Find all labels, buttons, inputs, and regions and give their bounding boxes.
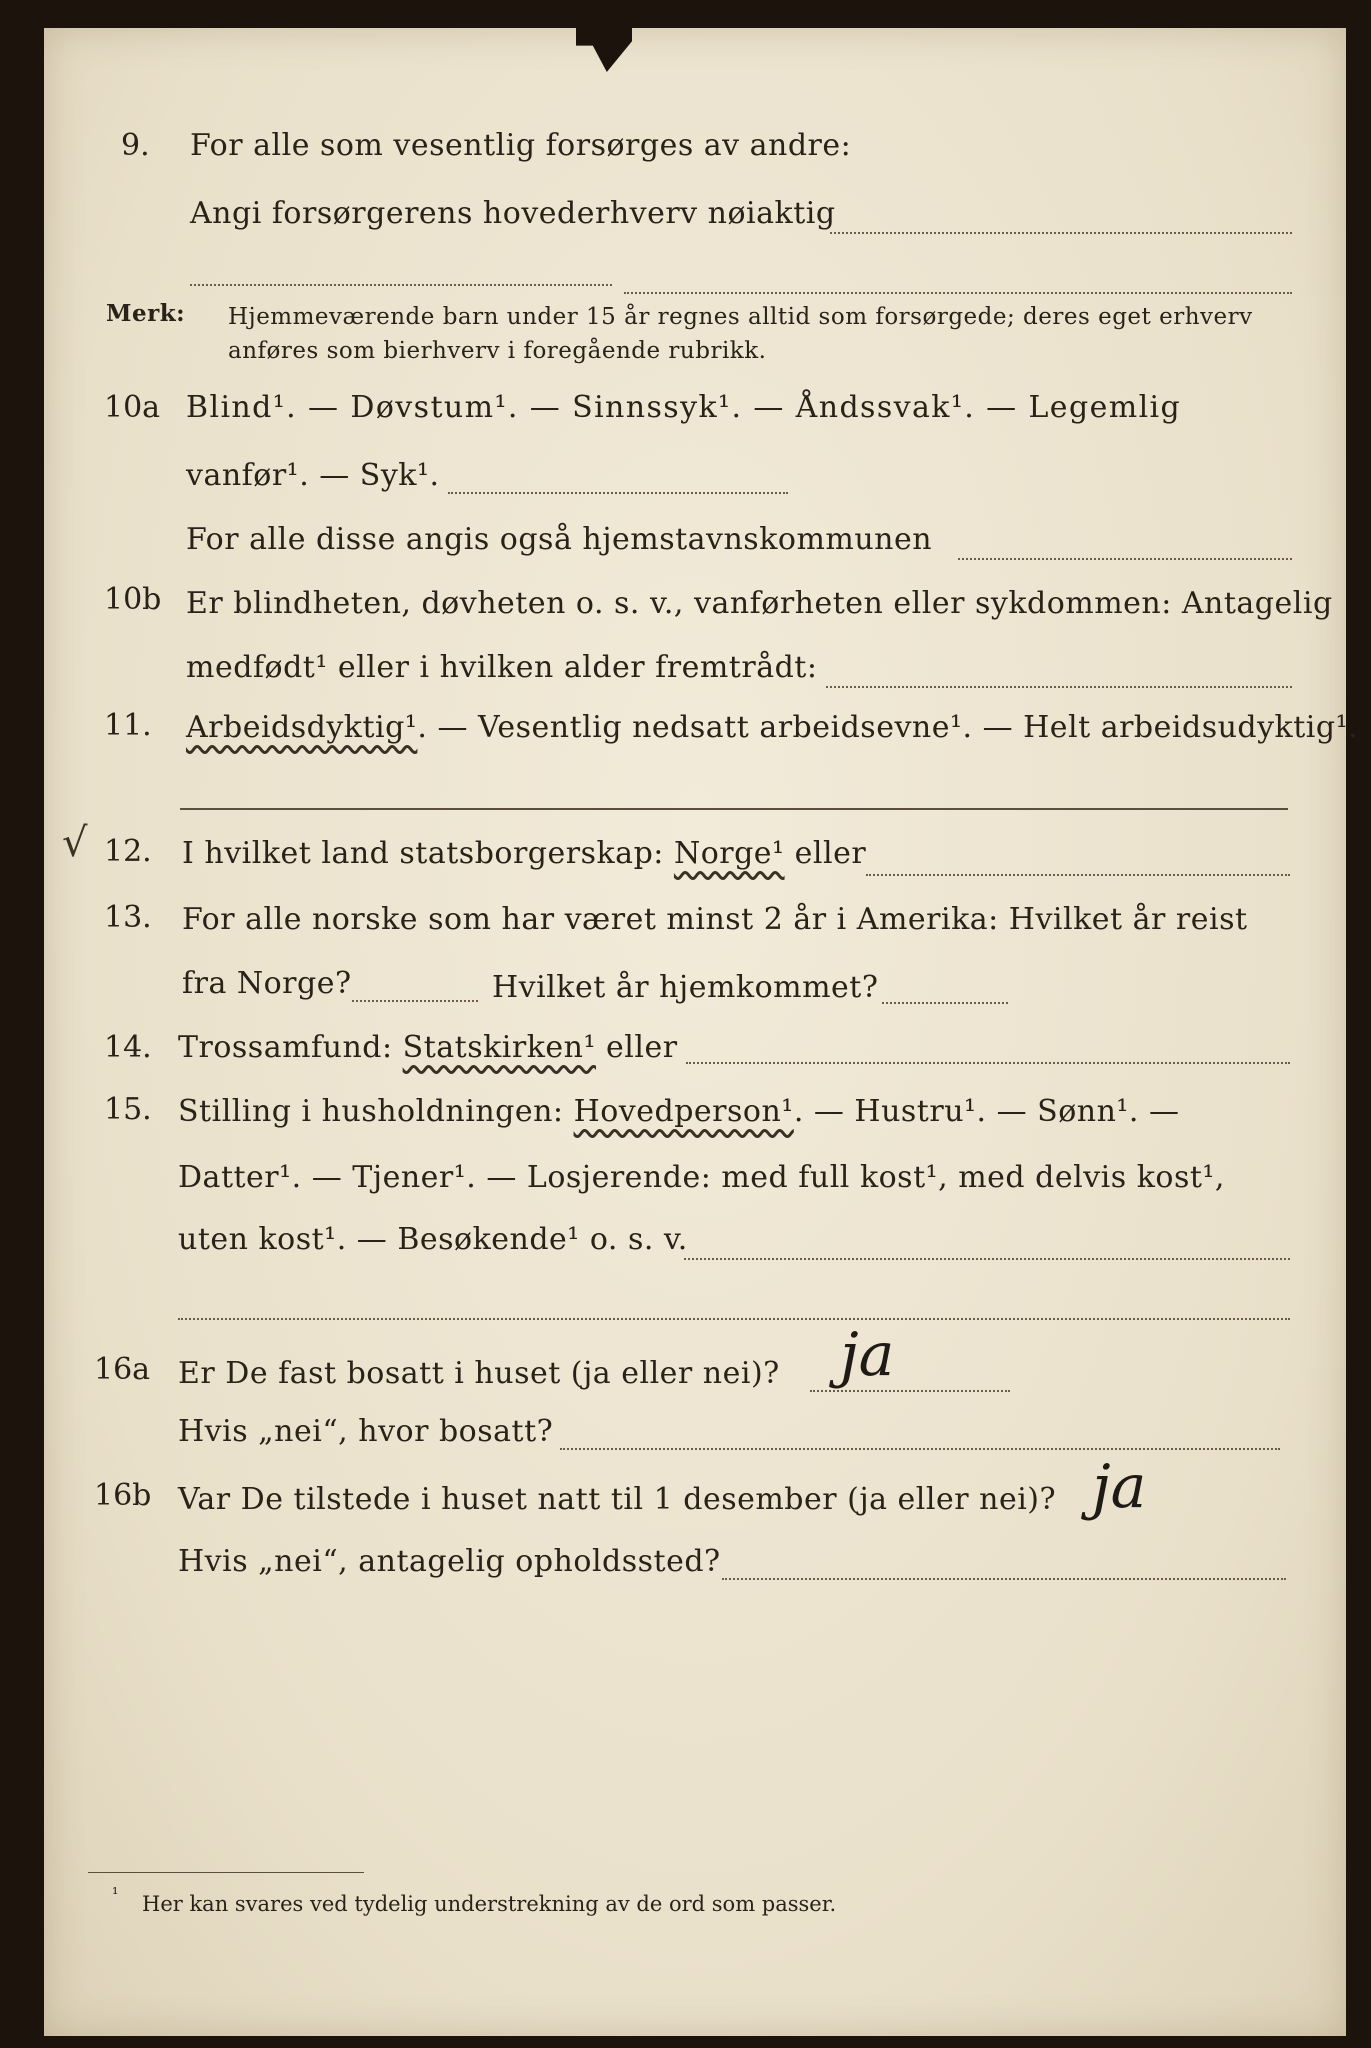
q12-underlined-answer: Norge¹	[673, 836, 785, 871]
q10a-line1: Blind¹. — Døvstum¹. — Sinnssyk¹. — Åndssvak¹. — Legemlig	[186, 390, 1182, 425]
q10b-number: 10b	[104, 582, 162, 617]
q12-number: 12.	[104, 834, 152, 869]
merk-label: Merk:	[106, 300, 186, 327]
q15-number: 15.	[104, 1092, 152, 1127]
q10b-line1: Er blindheten, døvheten o. s. v., vanførheten eller sykdommen: Antagelig	[186, 586, 1333, 621]
q16a-line2: Hvis „nei“, hvor bosatt?	[178, 1414, 554, 1449]
q9-number: 9.	[121, 128, 150, 163]
q16b-handwritten-answer: ja	[1092, 1452, 1147, 1522]
q16a-number: 16a	[94, 1352, 151, 1387]
check-mark: √	[62, 820, 88, 866]
footnote-rule	[88, 1872, 364, 1873]
q13-line1: For alle norske som har været minst 2 år i Amerika: Hvilket år reist	[182, 902, 1248, 937]
q14-line: Trossamfund: Statskirken¹ eller	[178, 1030, 678, 1065]
q15-line2: Datter¹. — Tjener¹. — Losjerende: med full kost¹, med delvis kost¹,	[178, 1160, 1225, 1195]
q13-line2a: fra Norge?	[182, 966, 352, 1001]
q10a-number: 10a	[104, 390, 161, 425]
q15-answer-field[interactable]	[684, 1258, 1290, 1260]
q16a-bosatt-field[interactable]	[560, 1448, 1280, 1450]
q11-number: 11.	[104, 708, 152, 743]
q16a-line1: Er De fast bosatt i huset (ja eller nei)?	[178, 1356, 780, 1391]
q10a-line2: vanfør¹. — Syk¹.	[186, 458, 440, 493]
q9-answer-field-3[interactable]	[624, 292, 1292, 294]
q15-answer-field-2[interactable]	[178, 1318, 1290, 1320]
q10a-line3: For alle disse angis også hjemstavnskommunen	[186, 522, 933, 557]
q16b-line2: Hvis „nei“, antagelig opholdssted?	[178, 1544, 721, 1579]
q9-line2: Angi forsørgerens hovederhverv nøiaktig	[190, 196, 836, 231]
q16b-line1: Var De tilstede i huset natt til 1 desember (ja eller nei)?	[178, 1482, 1057, 1517]
footnote-mark: ¹	[112, 1884, 119, 1903]
q13-line2b: Hvilket år hjemkommet?	[492, 970, 879, 1005]
q14-number: 14.	[104, 1030, 152, 1065]
merk-line1: Hjemmeværende barn under 15 år regnes alltid som forsørgede; deres eget erhverv	[228, 304, 1253, 330]
q16b-opholdssted-field[interactable]	[722, 1578, 1286, 1580]
q10a-hjemstavn-field[interactable]	[958, 558, 1292, 560]
q11-line: Arbeidsdyktig¹. — Vesentlig nedsatt arbeidsevne¹. — Helt arbeidsudyktig¹.	[186, 710, 1359, 745]
q12-eller-field[interactable]	[866, 874, 1290, 876]
q16a-handwritten-answer: ja	[840, 1320, 895, 1390]
q15-line1: Stilling i husholdningen: Hovedperson¹. — Hustru¹. — Sønn¹. —	[178, 1094, 1180, 1129]
q14-eller-field[interactable]	[686, 1062, 1290, 1064]
q13-number: 13.	[104, 900, 152, 935]
merk-line2: anføres som bierhverv i foregående rubrikk.	[228, 338, 767, 364]
q13-reist-field[interactable]	[352, 1000, 478, 1002]
q16b-number: 16b	[94, 1478, 152, 1513]
q10b-line2: medfødt¹ eller i hvilken alder fremtrådt:	[186, 650, 818, 685]
q11-underlined-answer: Arbeidsdyktig¹	[186, 710, 418, 745]
footnote-text: Her kan svares ved tydelig understrekning av de ord som passer.	[142, 1892, 837, 1916]
q11-answer-line[interactable]	[180, 808, 1288, 810]
q15-line3: uten kost¹. — Besøkende¹ o. s. v.	[178, 1222, 688, 1257]
q13-hjemkommet-field[interactable]	[882, 1002, 1008, 1004]
q9-line1: For alle som vesentlig forsørges av andre:	[190, 128, 852, 163]
q14-underlined-answer: Statskirken¹	[402, 1030, 596, 1065]
q10b-alder-field[interactable]	[826, 686, 1292, 688]
q9-answer-field[interactable]	[830, 232, 1292, 234]
q9-answer-field-2[interactable]	[190, 284, 612, 286]
q15-underlined-answer: Hovedperson¹	[573, 1094, 794, 1129]
q10a-syk-field[interactable]	[448, 492, 788, 494]
q12-line: I hvilket land statsborgerskap: Norge¹ eller	[182, 836, 867, 871]
q16a-answer-field[interactable]	[810, 1390, 1010, 1392]
